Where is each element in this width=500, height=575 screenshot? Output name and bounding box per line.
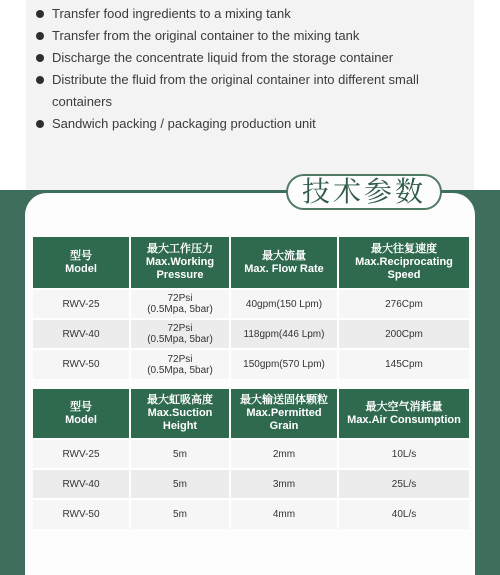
header-working-pressure: 最大工作压力 Max.Working Pressure bbox=[130, 237, 230, 289]
cell-suction: 5m bbox=[130, 469, 230, 499]
cell-suction: 5m bbox=[130, 439, 230, 469]
feature-text: Sandwich packing / packaging production unit bbox=[52, 116, 316, 131]
cell-model: RWV-50 bbox=[33, 499, 130, 529]
feature-text: Discharge the concentrate liquid from the storage container bbox=[52, 50, 394, 65]
feature-item bbox=[36, 3, 476, 25]
header-flow-rate: 最大流量 Max. Flow Rate bbox=[230, 237, 338, 289]
bullet-dot-icon bbox=[36, 76, 44, 84]
cell-grain: 2mm bbox=[230, 439, 338, 469]
cell-pressure: 72Psi (0.5Mpa, 5bar) bbox=[130, 349, 230, 379]
header-air-consumption: 最大空气消耗量 Max.Air Consumption bbox=[338, 389, 469, 439]
feature-text: Distribute the fluid from the original container into different small bbox=[52, 72, 419, 87]
feature-item bbox=[36, 69, 476, 113]
table-row bbox=[33, 319, 469, 349]
spec-table-capacity bbox=[33, 389, 469, 529]
table-header-row bbox=[33, 237, 469, 289]
header-reciprocating-speed: 最大往复速度 Max.Reciprocating Speed bbox=[338, 237, 469, 289]
section-title: 技术参数 bbox=[286, 174, 442, 210]
table-row bbox=[33, 499, 469, 529]
cell-model: RWV-25 bbox=[33, 439, 130, 469]
table-row bbox=[33, 349, 469, 379]
spec-table-performance bbox=[33, 237, 469, 379]
table-row bbox=[33, 289, 469, 319]
cell-grain: 4mm bbox=[230, 499, 338, 529]
header-permitted-grain: 最大输送固体颗粒 Max.Permitted Grain bbox=[230, 389, 338, 439]
cell-speed: 276Cpm bbox=[338, 289, 469, 319]
cell-model: RWV-40 bbox=[33, 319, 130, 349]
cell-model: RWV-40 bbox=[33, 469, 130, 499]
cell-flow: 40gpm(150 Lpm) bbox=[230, 289, 338, 319]
bullet-dot-icon bbox=[36, 120, 44, 128]
header-suction-height: 最大虹吸高度 Max.Suction Height bbox=[130, 389, 230, 439]
header-model: 型号 Model bbox=[33, 237, 130, 289]
feature-text: Transfer food ingredients to a mixing tank bbox=[52, 6, 291, 21]
table-row bbox=[33, 439, 469, 469]
cell-suction: 5m bbox=[130, 499, 230, 529]
feature-item bbox=[36, 113, 476, 135]
cell-air: 25L/s bbox=[338, 469, 469, 499]
cell-model: RWV-50 bbox=[33, 349, 130, 379]
cell-pressure: 72Psi (0.5Mpa, 5bar) bbox=[130, 289, 230, 319]
cell-air: 40L/s bbox=[338, 499, 469, 529]
bullet-dot-icon bbox=[36, 32, 44, 40]
cell-speed: 145Cpm bbox=[338, 349, 469, 379]
cell-speed: 200Cpm bbox=[338, 319, 469, 349]
cell-air: 10L/s bbox=[338, 439, 469, 469]
feature-text-continued: containers bbox=[52, 94, 112, 109]
cell-pressure: 72Psi (0.5Mpa, 5bar) bbox=[130, 319, 230, 349]
table-row bbox=[33, 469, 469, 499]
cell-flow: 118gpm(446 Lpm) bbox=[230, 319, 338, 349]
bullet-dot-icon bbox=[36, 10, 44, 18]
feature-list bbox=[36, 3, 476, 135]
cell-model: RWV-25 bbox=[33, 289, 130, 319]
cell-grain: 3mm bbox=[230, 469, 338, 499]
header-model: 型号 Model bbox=[33, 389, 130, 439]
feature-item bbox=[36, 25, 476, 47]
feature-item bbox=[36, 47, 476, 69]
table-header-row bbox=[33, 389, 469, 439]
cell-flow: 150gpm(570 Lpm) bbox=[230, 349, 338, 379]
feature-text: Transfer from the original container to the mixing tank bbox=[52, 28, 360, 43]
bullet-dot-icon bbox=[36, 54, 44, 62]
